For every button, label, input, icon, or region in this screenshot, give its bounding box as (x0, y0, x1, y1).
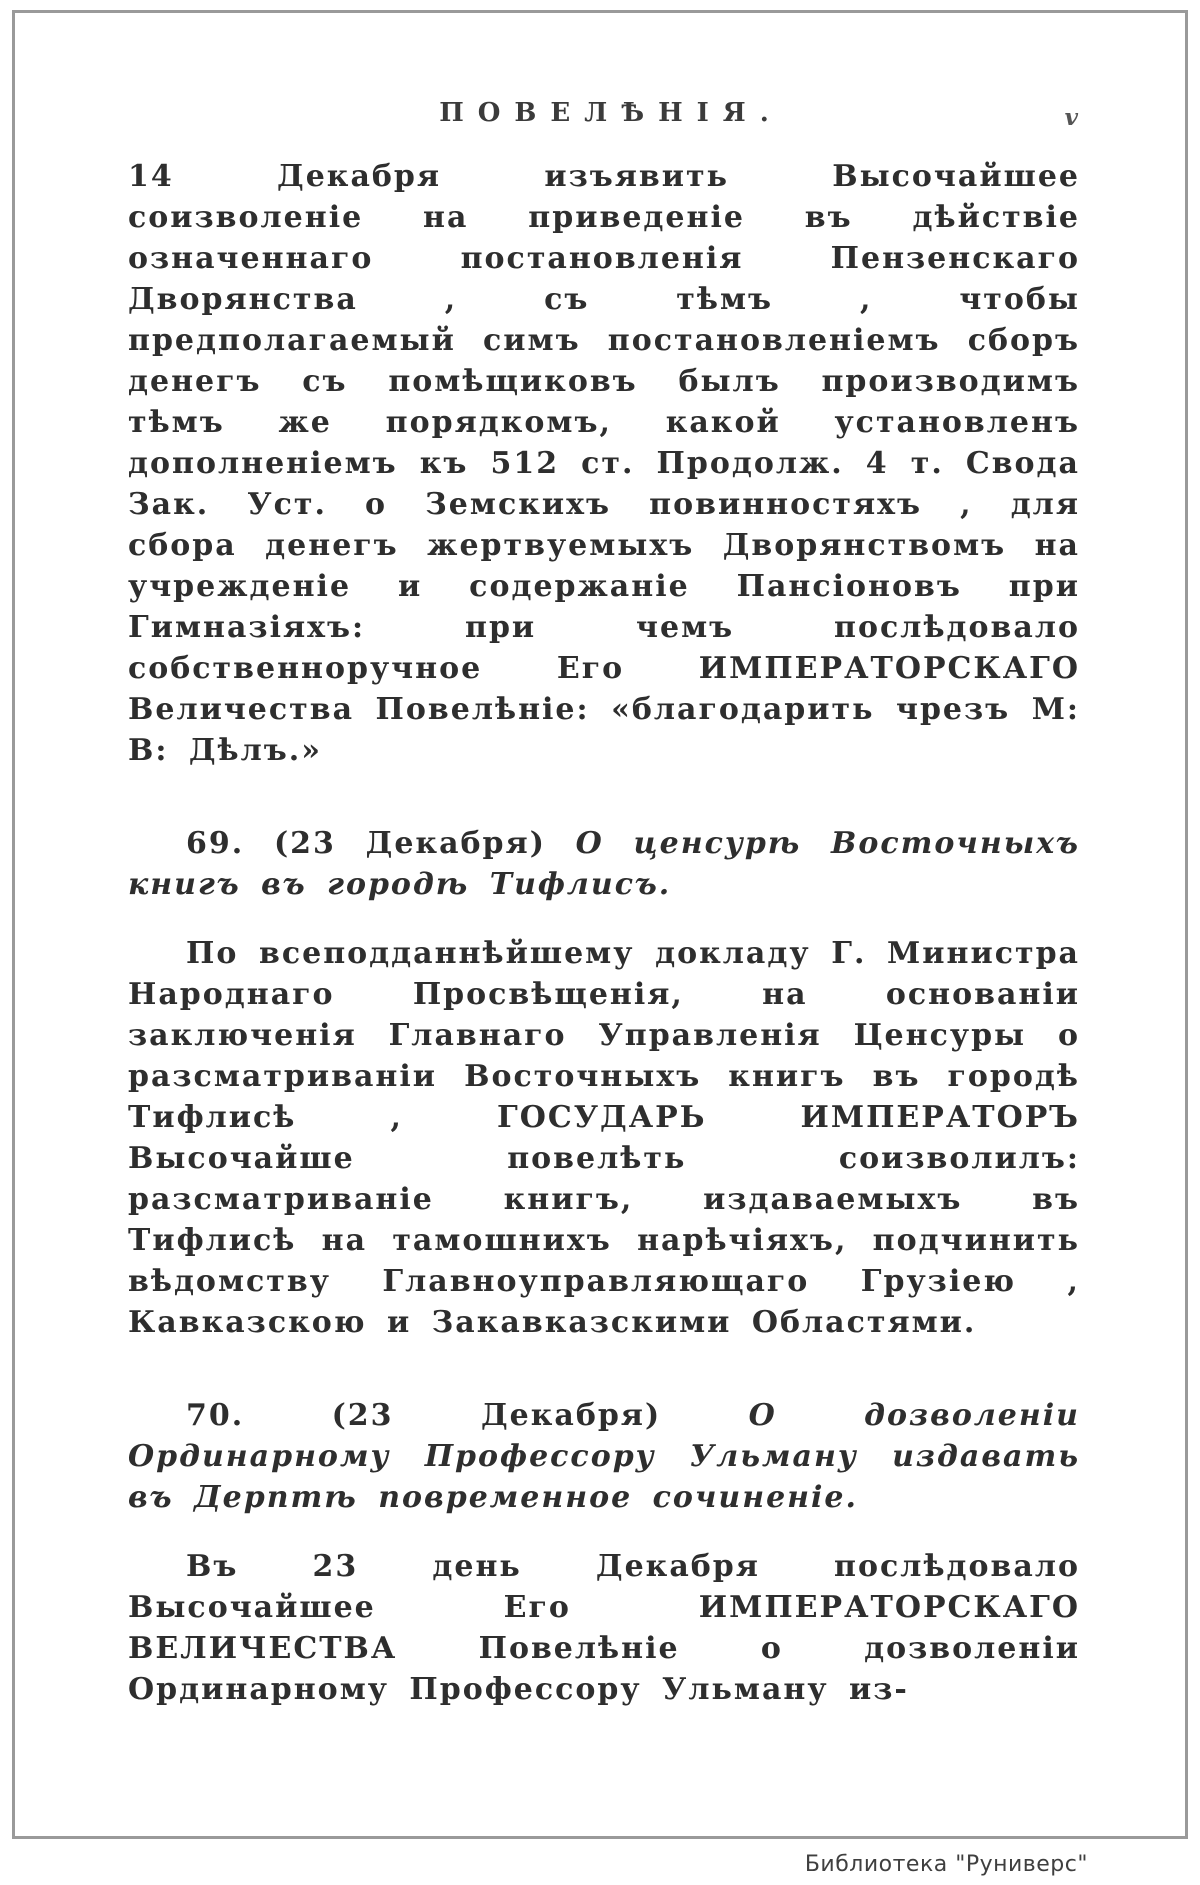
section-69-title: О ценсурѣ Восточныхъ книгъ въ городѣ Тифлисъ. (128, 826, 1080, 902)
section-69-heading (128, 823, 1080, 905)
paragraph-continuation: 14 Декабря изъявить Высочайшее соизволеніе на приведеніе въ дѣйствіе означеннаго постановленія Пензенскаго Дворянства , съ тѣмъ , чтобы предполагаемый симъ постановленіемъ сборъ денегъ съ помѣщиковъ былъ производимъ тѣмъ же порядкомъ, какой установленъ дополненіемъ къ 512 ст. Продолж. 4 т. Свода Зак. Уст. о Земскихъ повинностяхъ , для сбора денегъ жертвуемыхъ Дворянствомъ на учрежденіе и содержаніе Пансіоновъ при Гимназіяхъ: при чемъ послѣдовало собственноручное Его ИМПЕРАТОРСКАГО Величества Повелѣніе: «благодарить чрезъ М: В: Дѣлъ.» (128, 159, 1080, 768)
page-body (128, 156, 1080, 1710)
section-70-title: О дозволеніи Ординарному Профессору Ульману издавать въ Дерптѣ повременное сочиненіе. (128, 1398, 1080, 1515)
section-69-date: (23 Декабря) (273, 826, 546, 861)
section-69-body: По всеподданнѣйшему докладу Г. Министра Народнаго Просвѣщенія, на основаніи заключенія Главнаго Управленія Ценсуры о разсматриваніи Восточныхъ книгъ въ городѣ Тифлисѣ , ГОСУДАРЬ ИМПЕРАТОРЪ Высочайше повелѣть соизволилъ: разсматриваніе книгъ, издаваемыхъ въ Тифлисѣ на тамошнихъ нарѣчіяхъ, подчинить вѣдомству Главноуправляющаго Грузіею , Кавказскою и Закавказскими Областями. (128, 936, 1080, 1340)
section-69-number: 69. (186, 826, 245, 861)
page-number: v (1064, 104, 1078, 131)
section-70-body: Въ 23 день Декабря послѣдовало Высочайшее Его ИМПЕРАТОРСКАГО ВЕЛИЧЕСТВА Повелѣніе о дозволеніи Ординарному Профессору Ульману из- (128, 1549, 1080, 1707)
running-title: ПОВЕЛѢНІЯ. (439, 98, 783, 128)
section-70-number: 70. (186, 1398, 245, 1433)
scanned-page (128, 98, 1080, 1710)
section-70-date: (23 Декабря) (331, 1398, 662, 1433)
page-header (128, 98, 1080, 156)
section-70-heading (128, 1395, 1080, 1518)
library-watermark: Библиотека "Руниверс" (804, 1852, 1088, 1877)
